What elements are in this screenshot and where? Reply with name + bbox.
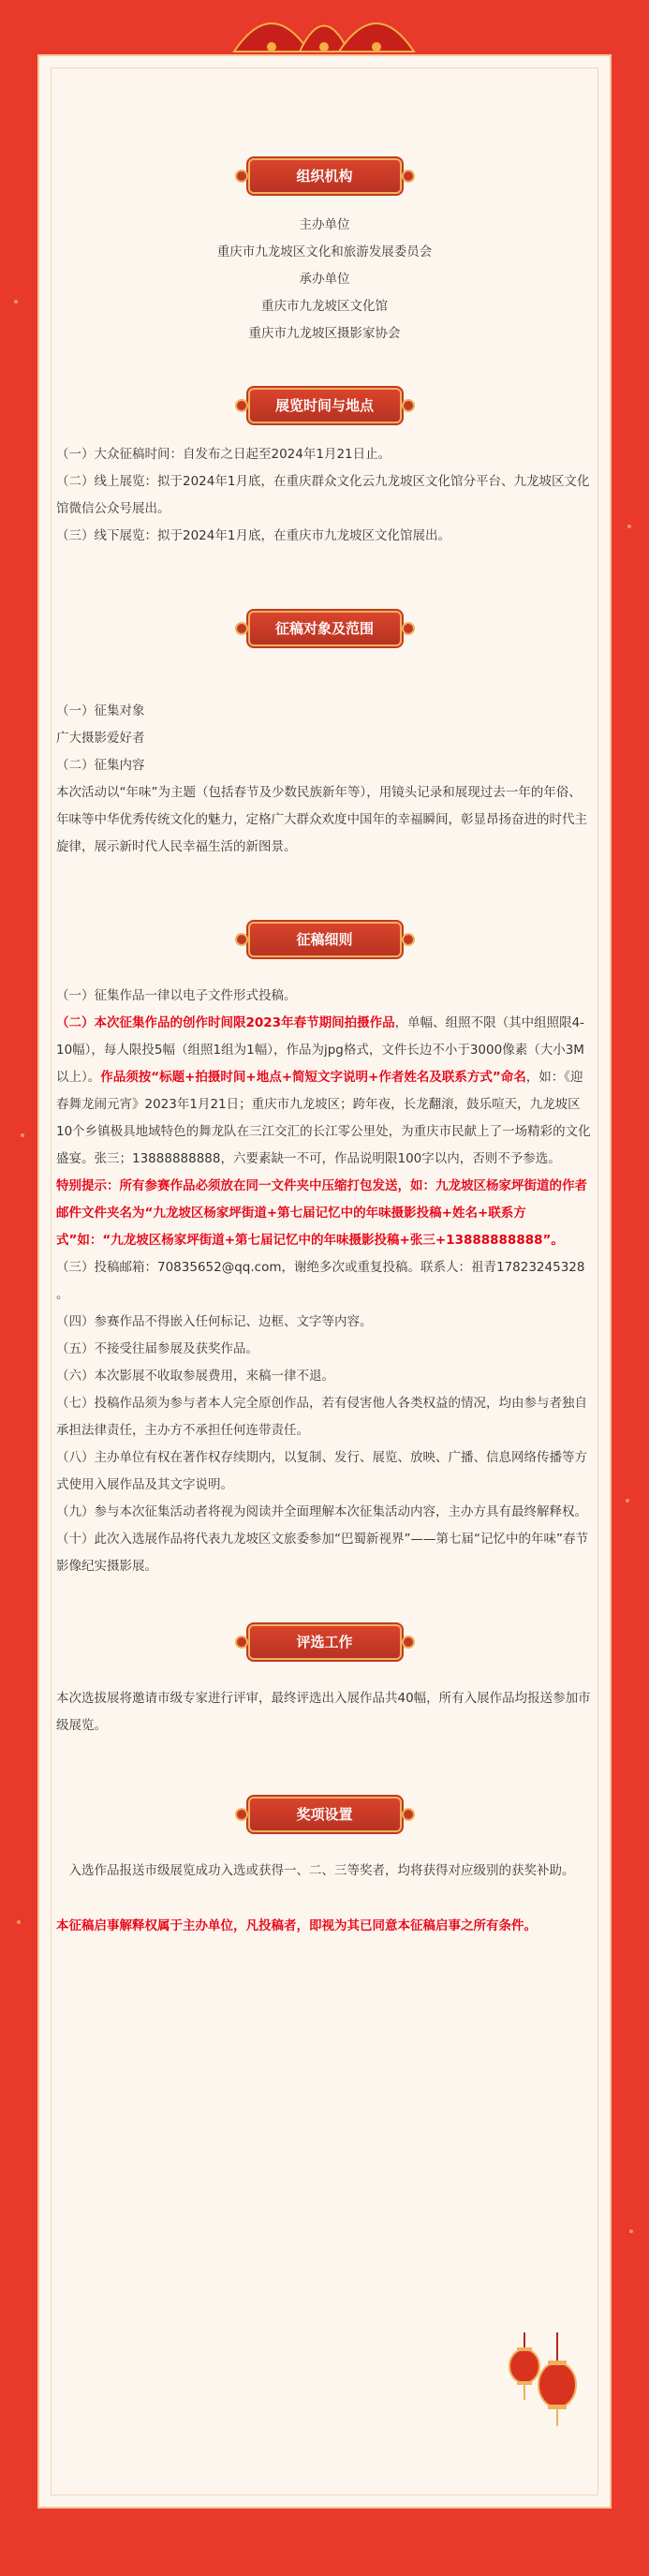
frame-speck	[626, 1499, 629, 1503]
paragraph: （九）参与本次征集活动者将视为阅读并全面理解本次征集活动内容，主办方具有最终解释权。	[56, 1504, 587, 1519]
scope-body	[56, 698, 593, 861]
rule-text: ，如：《迎春舞龙闹元宵》2023年1月21日；重庆市九龙坡区；跨年夜，长龙翻滚，鼓乐喧天，九龙坡区10个乡镇极具地域特色的舞龙队在三江交汇的长江零公里处，为重庆市民献上了一场精彩的文化盛宴。张三；13888888888，六要素缺一不可，作品说明限100字以内，否则不予参选。	[56, 1070, 591, 1166]
frame-speck	[17, 1920, 21, 1924]
section-heading-rules	[241, 919, 409, 960]
paragraph: （一）征集作品一律以电子文件形式投稿。	[56, 988, 297, 1003]
org-lines	[56, 212, 593, 348]
org-line: 重庆市九龙坡区文化和旅游发展委员会	[216, 244, 433, 259]
award-body	[56, 1858, 593, 1940]
section-heading-scope	[241, 608, 409, 649]
document-content	[56, 141, 593, 1940]
paragraph: 本次选拔展将邀请市级专家进行评审，最终评选出入展作品共40幅，所有入展作品均报送参加市级展览。	[56, 1691, 591, 1733]
lantern-icon	[506, 2332, 581, 2435]
section-heading-org	[241, 155, 409, 197]
paragraph: （二）征集内容	[56, 758, 145, 773]
section-heading-time	[241, 385, 409, 426]
paragraph: （四）参赛作品不得嵌入任何标记、边框、文字等内容。	[56, 1314, 373, 1329]
frame-speck	[14, 300, 18, 303]
special-notice: 特别提示：所有参赛作品必须放在同一文件夹中压缩打包发送，如：九龙坡区杨家坪街道的作者邮件文件夹名为“九龙坡区杨家坪街道+第七届记忆中的年味摄影投稿+姓名+联系方式”如：“九龙坡区杨家坪街道+第七届记忆中的年味摄影投稿+张三+13888888888”。	[56, 1178, 587, 1248]
paragraph: （一）大众征稿时间：自发布之日起至2024年1月21日止。	[56, 447, 391, 462]
time-body	[56, 441, 593, 550]
org-line: 重庆市九龙坡区摄影家协会	[248, 326, 401, 341]
section-heading-review	[241, 1621, 409, 1663]
paragraph: （二）线上展览：拟于2024年1月底，在重庆群众文化云九龙坡区文化馆分平台、九龙坡区文化馆微信公众号展出。	[56, 474, 590, 516]
rule-text: ，单幅、组照不限（其中组照限4-10幅），每人限投5幅（组照1组为1幅），作品为jpg格式，文件长边不小于3000像素（大小3M以上）。	[56, 1015, 585, 1085]
paragraph: （七）投稿作品须为参与者本人完全原创作品，若有侵害他人各类权益的情况，均由参与者独自承担法律责任，主办方不承担任何连带责任。	[56, 1396, 587, 1438]
paragraph: （十）此次入选展作品将代表九龙坡区文旅委参加“巴蜀新视界”——第七届“记忆中的年味”春节影像纪实摄影展。	[56, 1532, 588, 1574]
rule-highlight: 作品须按“标题+拍摄时间+地点+简短文字说明+作者姓名及联系方式”命名	[100, 1070, 526, 1085]
paragraph: 广大摄影爱好者	[56, 731, 145, 746]
paragraph: （三）线下展览：拟于2024年1月底，在重庆市九龙坡区文化馆展出。	[56, 528, 450, 543]
rules-body	[56, 983, 593, 1580]
section-heading-award	[241, 1794, 409, 1835]
paragraph: （一）征集对象	[56, 703, 145, 718]
frame-speck	[629, 2229, 633, 2233]
section-title: 评选工作	[250, 1626, 400, 1658]
section-title: 组织机构	[250, 160, 400, 192]
disclaimer: 本征稿启事解释权属于主办单位，凡投稿者，即视为其已同意本征稿启事之所有条件。	[56, 1918, 537, 1933]
rule-highlight: 本次征集作品的创作时间限2023年春节期间拍摄作品	[94, 1015, 395, 1030]
paragraph: （三）投稿邮箱：70835652@qq.com，谢绝多次或重复投稿。联系人：祖青17823245328 。	[56, 1260, 585, 1302]
org-line: 重庆市九龙坡区文化馆	[261, 299, 388, 314]
rule-prefix: （二）	[56, 1015, 95, 1030]
paragraph: （五）不接受往届参展及获奖作品。	[56, 1341, 258, 1356]
paragraph: （八）主办单位有权在著作权存续期内，以复制、发行、展览、放映、广播、信息网络传播等方式使用入展作品及其文字说明。	[56, 1450, 587, 1492]
section-title: 展览时间与地点	[250, 390, 400, 422]
frame-speck	[21, 1133, 24, 1137]
review-body	[56, 1685, 593, 1740]
frame-speck	[627, 525, 631, 528]
paragraph: （六）本次影展不收取参展费用，来稿一律不退。	[56, 1369, 334, 1384]
section-title: 征稿细则	[250, 924, 400, 955]
section-title: 奖项设置	[250, 1799, 400, 1830]
org-line: 承办单位	[299, 272, 350, 287]
org-line: 主办单位	[299, 217, 350, 232]
paragraph	[56, 1010, 593, 1173]
section-title: 征稿对象及范围	[250, 613, 400, 644]
paragraph: 本次活动以“年味”为主题（包括春节及少数民族新年等），用镜头记录和展现过去一年的年俗、年味等中华优秀传统文化的魅力，定格广大群众欢度中国年的幸福瞬间，彰显昂扬奋进的时代主旋律，展示新时代人民幸福生活的新图景。	[56, 785, 587, 854]
paragraph: 入选作品报送市级展览成功入选或获得一、二、三等奖者，均将获得对应级别的获奖补助。	[68, 1863, 575, 1878]
